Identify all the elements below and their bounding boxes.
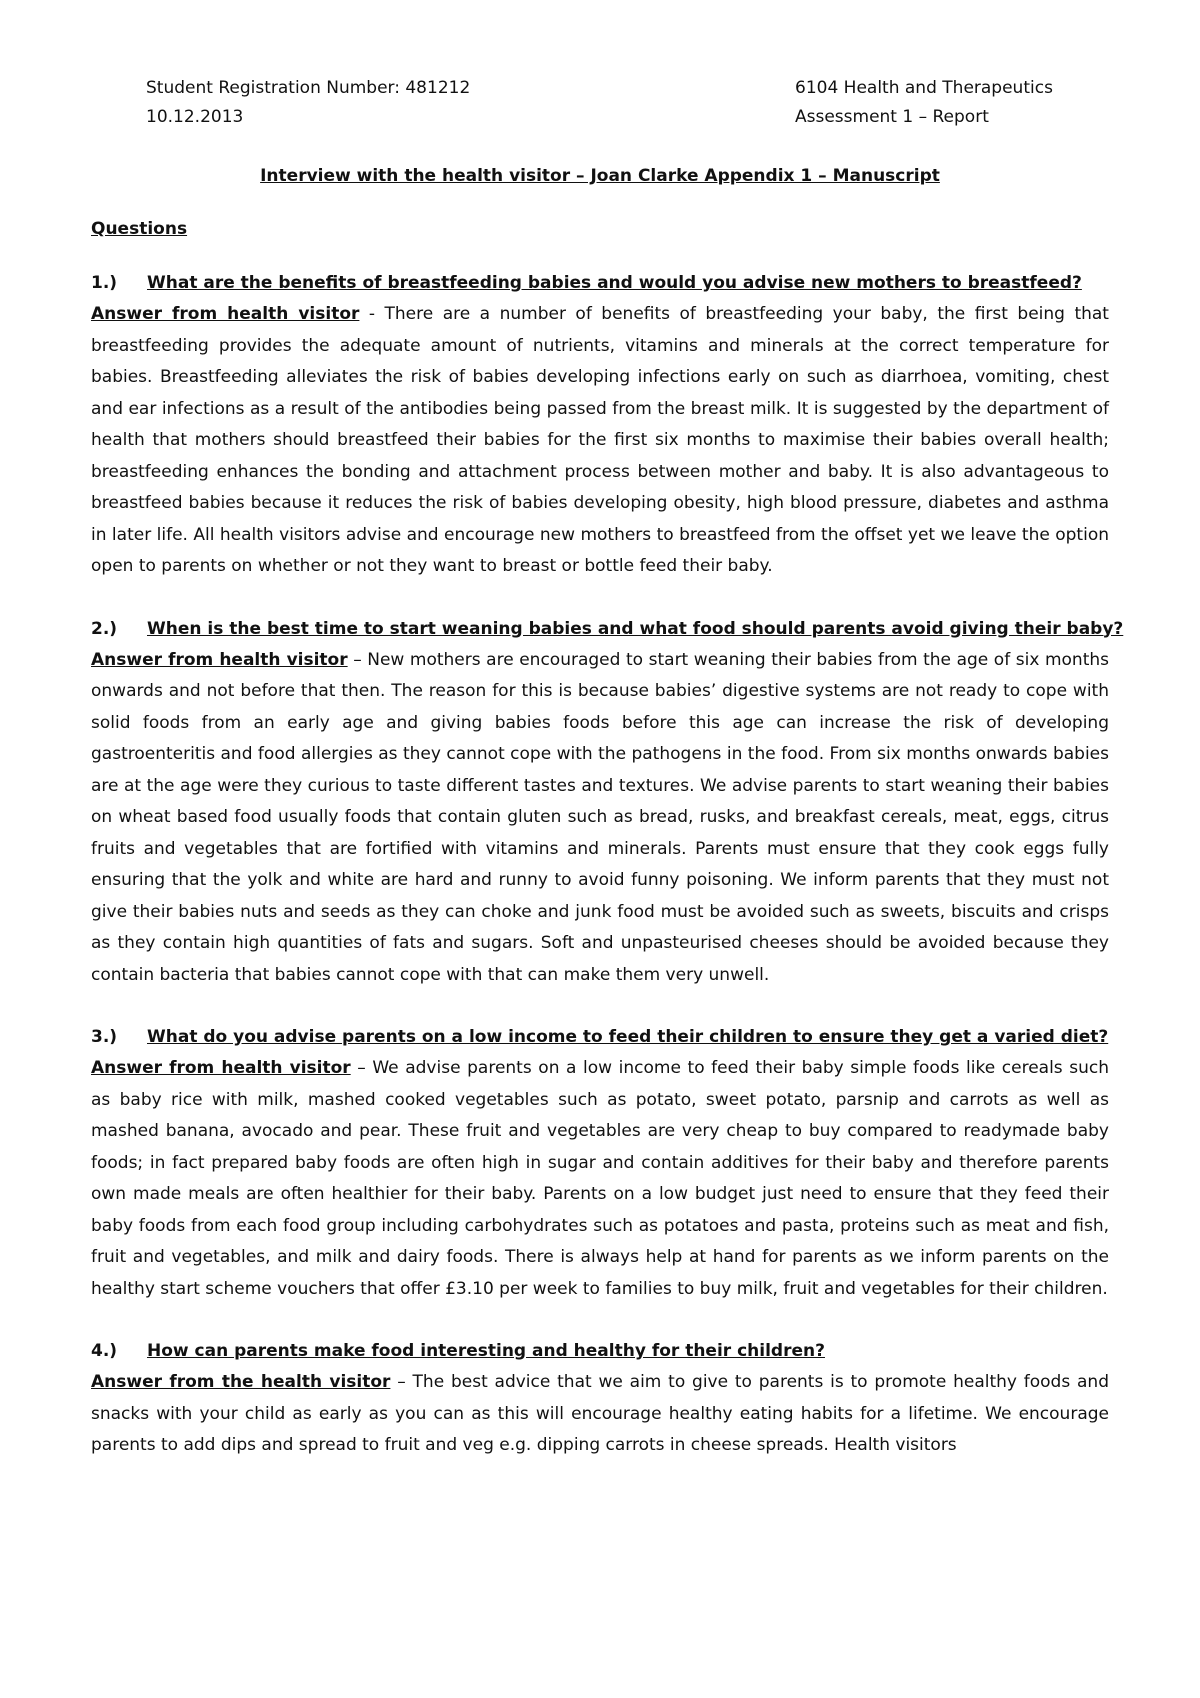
question-text: When is the best time to start weaning babies and what food should parents avoid giving their baby? bbox=[147, 618, 1124, 639]
question-number: 2.) bbox=[91, 618, 118, 639]
questions-list bbox=[91, 268, 1124, 1493]
question-text: What are the benefits of breastfeeding babies and would you advise new mothers to breastfeed? bbox=[147, 273, 1082, 293]
question-text: What do you advise parents on a low income to feed their children to ensure they get a varied diet? bbox=[147, 1027, 1109, 1047]
document-title: Interview with the health visitor – Joan Clarke Appendix 1 – Manuscript bbox=[260, 166, 940, 186]
questions-heading: Questions bbox=[91, 219, 188, 239]
question-2 bbox=[91, 614, 1124, 645]
question-block-4 bbox=[91, 1336, 1109, 1462]
question-number: 1.) bbox=[91, 273, 118, 293]
assessment-title: Assessment 1 – Report bbox=[795, 107, 989, 127]
question-block-2 bbox=[91, 614, 1124, 992]
answer-2 bbox=[91, 645, 1109, 992]
question-number: 4.) bbox=[91, 1341, 118, 1361]
answer-text: – The best advice that we aim to give to parents is to promote healthy foods and snacks with your child as early as you can as this will encourage healthy eating habits for a lifetime. We encourage parents to add dips and spread to fruit and veg e.g. dipping carrots in cheese spreads. Health visitors bbox=[91, 1372, 1109, 1455]
answer-text: - There are a number of benefits of breastfeeding your baby, the first being that breastfeeding provides the adequate amount of nutrients, vitamins and minerals at the correct temperature for babies. Breastfeeding alleviates the risk of babies developing infections early on such as diarrhoea, vomiting, chest and ear infections as a result of the antibodies being passed from the breast milk. It is suggested by the department of health that mothers should breastfeed their babies for the first six months to maximise their babies overall health; breastfeeding enhances the bonding and attachment process between mother and baby. It is also advantageous to breastfeed babies because it reduces the risk of babies developing obesity, high blood pressure, diabetes and asthma in later life. All health visitors advise and encourage new mothers to breastfeed from the offset yet we leave the option open to parents on whether or not they want to breast or bottle feed their baby. bbox=[91, 304, 1109, 576]
answer-1 bbox=[91, 299, 1109, 583]
question-number: 3.) bbox=[91, 1027, 118, 1047]
question-1 bbox=[91, 268, 1109, 299]
question-4 bbox=[91, 1336, 1109, 1367]
answer-label: Answer from health visitor bbox=[91, 1058, 351, 1078]
student-registration: Student Registration Number: 481212 bbox=[146, 78, 471, 98]
answer-3 bbox=[91, 1053, 1109, 1305]
question-block-1 bbox=[91, 268, 1109, 583]
answer-label: Answer from health visitor bbox=[91, 649, 348, 670]
answer-text: – We advise parents on a low income to feed their baby simple foods like cereals such as baby rice with milk, mashed cooked vegetables such as potato, sweet potato, parsnip and carrots as well as mashed banana, avocado and pear. These fruit and vegetables are very cheap to buy compared to readymade baby foods; in fact prepared baby foods are often high in sugar and contain additives for their baby and therefore parents own made meals are often healthier for their baby. Parents on a low budget just need to ensure that they feed their baby foods from each food group including carbohydrates such as potatoes and pasta, proteins such as meat and fish, fruit and vegetables, and milk and dairy foods. There is always help at hand for parents as we inform parents on the healthy start scheme vouchers that offer £3.10 per week to families to buy milk, fruit and vegetables for their children. bbox=[91, 1058, 1109, 1299]
answer-text: – New mothers are encouraged to start weaning their babies from the age of six months onwards and not before that then. The reason for this is because babies’ digestive systems are not ready to cope with solid foods from an early age and giving babies foods before this age can increase the risk of developing gastroenteritis and food allergies as they cannot cope with the pathogens in the food. From six months onwards babies are at the age were they curious to taste different tastes and textures. We advise parents to start weaning their babies on wheat based food usually foods that contain gluten such as bread, rusks, and breakfast cereals, meat, eggs, citrus fruits and vegetables that are fortified with vitamins and minerals. Parents must ensure that they cook eggs fully ensuring that the yolk and white are hard and runny to avoid funny poisoning. We inform parents that they must not give their babies nuts and seeds as they can choke and junk food must be avoided such as sweets, biscuits and crisps as they contain high quantities of fats and sugars. Soft and unpasteurised cheeses should be avoided because they contain bacteria that babies cannot cope with that can make them very unwell. bbox=[91, 649, 1109, 985]
question-text: How can parents make food interesting and healthy for their children? bbox=[147, 1341, 825, 1361]
question-block-3 bbox=[91, 1022, 1109, 1305]
question-3 bbox=[91, 1022, 1109, 1053]
answer-label: Answer from health visitor bbox=[91, 304, 360, 324]
document-date: 10.12.2013 bbox=[146, 107, 244, 127]
module-title: 6104 Health and Therapeutics bbox=[795, 78, 1053, 98]
answer-label: Answer from the health visitor bbox=[91, 1372, 391, 1392]
answer-4 bbox=[91, 1367, 1109, 1462]
